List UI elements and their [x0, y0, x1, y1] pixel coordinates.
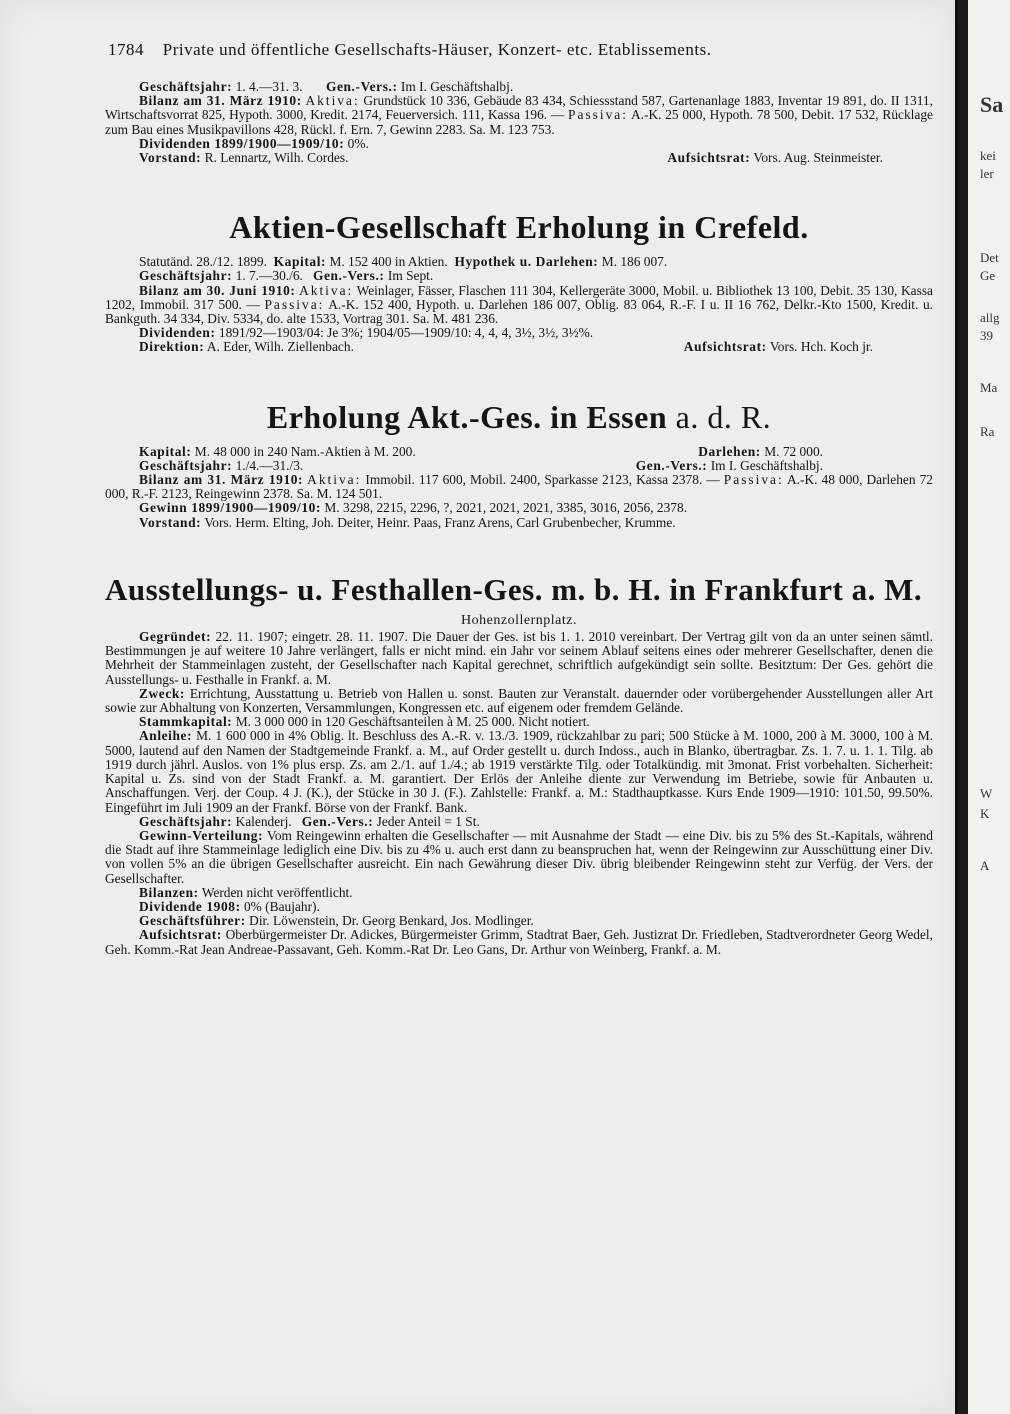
label-anleihe: Anleihe: — [139, 728, 193, 744]
value-dividenden: 0%. — [347, 135, 369, 151]
value-aktiva: Grundstück 10 336, Gebäude 83 434, Schiessstand 587, Gartenanlage 1883, Inventar 19 891, do. II 1311, Wirtschaftsvorrat 825, Hypoth. 3000, Kredit. 2174, Feuerversich. 111, Kassa 196. — — [105, 93, 933, 123]
label-passiva: Passiva: — [723, 472, 784, 488]
label-geschaeftsjahr: Geschäftsjahr: — [139, 813, 233, 829]
line-gewinn — [105, 501, 933, 515]
line-stammkapital — [105, 715, 933, 729]
edge-fragment: Ge — [980, 268, 996, 283]
line-gj-gv — [105, 80, 933, 94]
label-passiva: Passiva: — [568, 107, 628, 123]
label-geschaeftsjahr: Geschäftsjahr: — [139, 268, 233, 284]
edge-fragment: 39 — [980, 328, 993, 343]
paragraph-zweck — [105, 687, 933, 715]
label-aufsichtsrat: Aufsichtsrat: — [667, 150, 751, 166]
value-aufsichtsrat: Vors. Aug. Steinmeister. — [753, 150, 883, 166]
value-gegruendet: 22. 11. 1907; eingetr. 28. 11. 1907. Die Dauer der Ges. ist bis 1. 1. 2010 vereinbart. Der Vertrag gilt von da an unter seinen sämtl. Bestimmungen je auf weitere 10 Jahre verlängert, falls er nicht mind. ein Jahr vor seinem Ablauf seitens eines oder mehrerer Gesellschafter, denen die Mehrheit der Stammeinlagen zusteht, der Gesellschafter nach Kapital gerechnet, schriftlich aufgekündigt sein sollte. Besitztum: Der Ges. gehört die Ausstellungs- u. Festhalle in Frankf. a. M. — [105, 629, 933, 687]
label-aktiva: Aktiva: — [307, 472, 362, 488]
value-geschaeftsjahr: Kalenderj. — [235, 813, 292, 829]
entry-essen — [105, 399, 933, 530]
label-bilanz: Bilanz am 31. März 1910: — [139, 93, 302, 109]
value-gen-vers: Im I. Geschäftshalbj. — [400, 79, 514, 94]
label-aktiva: Aktiva: — [305, 93, 360, 109]
value-anleihe: M. 1 600 000 in 4% Oblig. lt. Beschluss des A.-R. v. 13./3. 1909, rückzahlbar zu pari; 500 Stücke à M. 1000, 200 à M. 3000, 100 à M. 5000, lautend auf den Namen der Stadtgemeinde Frankf. a. M., auf Order gestellt u. durch Indoss., auch in Blanko, übertragbar. Zs. 1. 7. u. 1. 1. Tilg. ab 1919 durch jährl. Auslos. von 1% plus ersp. Zs. am 2./1. auf 1./4.; ab 1919 verstärkte Tilg. oder Totalkündig. mit 3monat. Frist vorbehalten. Sicherheit: Kapital u. Zs. sind von der Stadt Frankf. a. M. garantiert. Der Erlös der Anleihe diente zur Verwendung im Betriebe, sowie für Anbauten u. Anschaffungen. Verj. der Coup. 4 J. (K.), der Stücke in 30 J. (F.). Zahlstelle: Frankf. a. M.: Stadthauptkasse. Kurs Ende 1909—1910: 101.50, 99.50%. Eingeführt im Juli 1909 an der Frankf. Börse von der Frankf. Bank. — [105, 728, 933, 815]
value-gen-vers: Im Sept. — [387, 268, 434, 284]
value-passiva: A.-K. 152 400, Hypoth. u. Darlehen 186 007, Oblig. 83 064, R.-F. I u. II 16 762, Delkr.-Kto 1500, Kredit. u. Bankguth. 34 334, Div. 5334, do. alte 1533, Vortrag 301. Sa. M. 481 236. — [105, 296, 933, 327]
value-gen-vers: Im I. Geschäftshalbj. — [710, 457, 823, 473]
line-vorstand — [105, 516, 933, 530]
paragraph-anleihe — [105, 729, 933, 814]
value-statut: Statutänd. 28./12. 1899. — [139, 254, 267, 270]
label-gewinn-verteilung: Gewinn-Verteilung: — [139, 827, 264, 843]
edge-fragment: Sa — [980, 92, 1004, 117]
line-gj-gv — [105, 269, 933, 283]
address: Hohenzollernplatz. — [461, 612, 577, 628]
edge-fragment: Det — [980, 250, 999, 265]
edge-fragment: Ra — [980, 424, 995, 439]
line-geschaeftsfuehrer — [105, 914, 933, 928]
direktion-group — [139, 340, 354, 354]
value-vorstand: Vors. Herm. Elting, Joh. Deiter, Heinr. Paas, Franz Arens, Carl Grubenbecher, Krumme. — [204, 514, 676, 530]
label-zweck: Zweck: — [139, 685, 185, 701]
label-bilanz: Bilanz am 31. März 1910: — [139, 472, 304, 488]
aufsichtsrat-group — [684, 340, 933, 354]
edge-fragment: kei — [980, 148, 996, 163]
value-passiva: A.-K. 25 000, Hypoth. 78 500, Debit. 17 532, Rücklage zum Bau eines Musikpavillons 428, Rückl. f. Ern. 7, Gewinn 2283. Sa. M. 123 753. — [105, 107, 933, 137]
heading-title: Ausstellungs- u. Festhallen-Ges. m. b. H. in Frankfurt — [105, 571, 844, 607]
label-dividenden: Dividenden 1899/1900—1909/10: — [139, 135, 345, 151]
line-gj-gv — [105, 815, 933, 829]
edge-fragment: W — [980, 786, 993, 801]
value-geschaeftsfuehrer: Dir. Löwenstein, Dr. Georg Benkard, Jos. Modlinger. — [249, 913, 534, 929]
label-geschaeftsjahr: Geschäftsjahr: — [139, 457, 233, 473]
label-kapital: Kapital: — [273, 254, 327, 270]
value-direktion: A. Eder, Wilh. Ziellenbach. — [206, 339, 354, 355]
page-content — [105, 80, 933, 957]
label-bilanz: Bilanz am 30. Juni 1910: — [139, 282, 296, 298]
value-bilanzen: Werden nicht veröffentlicht. — [201, 884, 353, 900]
label-vorstand: Vorstand: — [139, 514, 202, 530]
label-gen-vers: Gen.-Vers.: — [312, 268, 385, 284]
aufsichtsrat-group — [667, 151, 933, 165]
edge-fragment: K — [980, 806, 990, 821]
value-kapital: M. 152 400 in Aktien. — [329, 254, 448, 270]
running-head-title: Private und öffentliche Gesellschafts-Häuser, Konzert- etc. Etablissements. — [162, 40, 712, 59]
value-aktiva: Weinlager, Fässer, Flaschen 111 304, Kellergeräte 3000, Mobil. u. Bibliothek 13 100, Debit. 35 130, Kassa 1202, Immobil. 317 500. — — [105, 282, 933, 312]
label-aufsichtsrat: Aufsichtsrat: — [139, 927, 222, 943]
entry-heading-crefeld: Aktien-Gesellschaft Erholung in Crefeld. — [229, 209, 809, 246]
paragraph-bilanz — [105, 284, 933, 327]
edge-fragment: allg — [980, 310, 1000, 325]
paragraph-aufsichtsrat — [105, 928, 933, 956]
label-geschaeftsjahr: Geschäftsjahr: — [139, 79, 233, 94]
entry-heading-frankfurt — [105, 572, 933, 608]
value-geschaeftsjahr: 1. 4.—31. 3. — [235, 79, 303, 94]
value-gen-vers: Jeder Anteil = 1 St. — [376, 813, 480, 829]
line-dividenden — [105, 137, 933, 151]
label-aufsichtsrat: Aufsichtsrat: — [683, 339, 767, 355]
line-gj-gv — [105, 459, 933, 473]
label-stammkapital: Stammkapital: — [139, 714, 233, 730]
value-zweck: Errichtung, Ausstattung u. Betrieb von Hallen u. sonst. Bauten zur Veranstalt. dauernder oder vorübergehender Ausstellungen aller Art sowie zur Abhaltung von Konzerten, Versammlungen, Kongressen etc. auf eigenem oder fremdem Gelände. — [105, 685, 933, 716]
gj-group — [139, 459, 303, 473]
value-gewinn-verteilung: Vom Reingewinn erhalten die Gesellschafter — mit Ausnahme der Stadt — eine Div. bis zu 5% des St.-Kapitals, während die Stadt auf ihre Stammeinlage lediglich eine Div. bis zu 4% u. auch erst dann zu beanspruchen hat, wenn der Reingewinn zur Ausschüttung einer Div. von vollen 5% an die übrigen Gesellschafter ausreicht. Ein nach Gewährung dieser Div. übrig bleibender Reingewinn steht zur Verfüg. der Vers. der Gesellschafter. — [105, 827, 933, 886]
line-vorstand-aufsichtsrat — [105, 151, 933, 165]
entry-heading-essen — [105, 399, 933, 435]
vorstand-group — [139, 151, 348, 165]
label-gegruendet: Gegründet: — [139, 629, 212, 645]
label-bilanzen: Bilanzen: — [139, 884, 199, 900]
heading-location: a. d. R. — [675, 398, 772, 435]
kapital-group — [139, 445, 416, 459]
value-passiva: A.-K. 48 000, Darlehen 72 000, R.-F. 2123, Reingewinn 2378. Sa. M. 124 501. — [105, 472, 933, 502]
value-kapital: M. 48 000 in 240 Nam.-Aktien à M. 200. — [194, 443, 416, 459]
line-direktion-aufsichtsrat — [105, 340, 933, 354]
paragraph-bilanz — [105, 473, 933, 501]
line-dividenden — [105, 326, 933, 340]
value-gewinn: M. 3298, 2215, 2296, ?, 2021, 2021, 2021, 3385, 3016, 2056, 2378. — [324, 500, 688, 516]
value-aufsichtsrat: Vors. Hch. Koch jr. — [769, 339, 873, 355]
value-aktiva: Immobil. 117 600, Mobil. 2400, Sparkasse 2123, Kassa 2378. — — [365, 472, 720, 488]
value-dividende: 0% (Baujahr). — [243, 898, 320, 914]
label-kapital: Kapital: — [139, 443, 192, 459]
gv-group — [636, 459, 933, 473]
paragraph-bilanz — [105, 94, 933, 137]
line-kapital-darlehen — [105, 445, 933, 459]
label-gen-vers: Gen.-Vers.: — [325, 79, 398, 94]
label-dividenden: Dividenden: — [139, 325, 216, 341]
line-bilanzen — [105, 886, 933, 900]
value-geschaeftsjahr: 1. 7.—30./6. — [235, 268, 303, 284]
label-geschaeftsfuehrer: Geschäftsführer: — [139, 913, 246, 929]
label-dividende: Dividende 1908: — [139, 898, 241, 914]
heading-location: a. M. — [851, 571, 923, 607]
entry-frankfurt — [105, 572, 933, 957]
label-darlehen: Darlehen: — [698, 443, 761, 459]
value-geschaeftsjahr: 1./4.—31./3. — [235, 457, 304, 473]
paragraph-gewinn-verteilung — [105, 829, 933, 886]
value-stammkapital: M. 3 000 000 in 120 Geschäftsanteilen à M. 25 000. Nicht notiert. — [235, 714, 590, 730]
label-direktion: Direktion: — [139, 339, 205, 355]
value-vorstand: R. Lennartz, Wilh. Cordes. — [204, 150, 349, 166]
adjacent-page-edge — [958, 0, 1010, 1414]
page-number: 1784 — [108, 40, 144, 59]
entry-top-continuation — [105, 80, 933, 165]
paragraph-gegruendet — [105, 630, 933, 687]
value-aufsichtsrat: Oberbürgermeister Dr. Adickes, Bürgermeister Grimm, Stadtrat Baer, Geh. Justizrat Dr. Friedleben, Stadtverordneter Georg Wedel, Geh. Komm.-Rat Jean Andreae-Passavant, Geh. Komm.-Rat Dr. Leo Gans, Dr. Arthur von Weinberg, Frankf. a. M. — [105, 927, 933, 957]
label-passiva: Passiva: — [264, 296, 325, 312]
edge-fragment: ler — [980, 166, 994, 181]
label-gen-vers: Gen.-Vers.: — [301, 813, 374, 829]
running-head — [108, 40, 938, 60]
line-statut-kapital — [105, 255, 933, 269]
line-dividende — [105, 900, 933, 914]
label-vorstand: Vorstand: — [139, 150, 202, 166]
edge-fragment: A — [980, 858, 990, 873]
darlehen-group — [698, 445, 933, 459]
entry-crefeld — [105, 209, 933, 354]
edge-fragment: Ma — [980, 380, 998, 395]
label-aktiva: Aktiva: — [299, 282, 354, 298]
label-gen-vers: Gen.-Vers.: — [635, 457, 708, 473]
value-hypothek: M. 186 007. — [601, 254, 668, 270]
value-dividenden: 1891/92—1903/04: Je 3%; 1904/05—1909/10: 4, 4, 4, 3½, 3½, 3½%. — [218, 325, 594, 341]
value-darlehen: M. 72 000. — [764, 443, 823, 459]
label-hypothek: Hypothek u. Darlehen: — [454, 254, 599, 270]
label-gewinn: Gewinn 1899/1900—1909/10: — [139, 500, 322, 516]
heading-title: Erholung Akt.-Ges. in Essen — [266, 398, 668, 435]
